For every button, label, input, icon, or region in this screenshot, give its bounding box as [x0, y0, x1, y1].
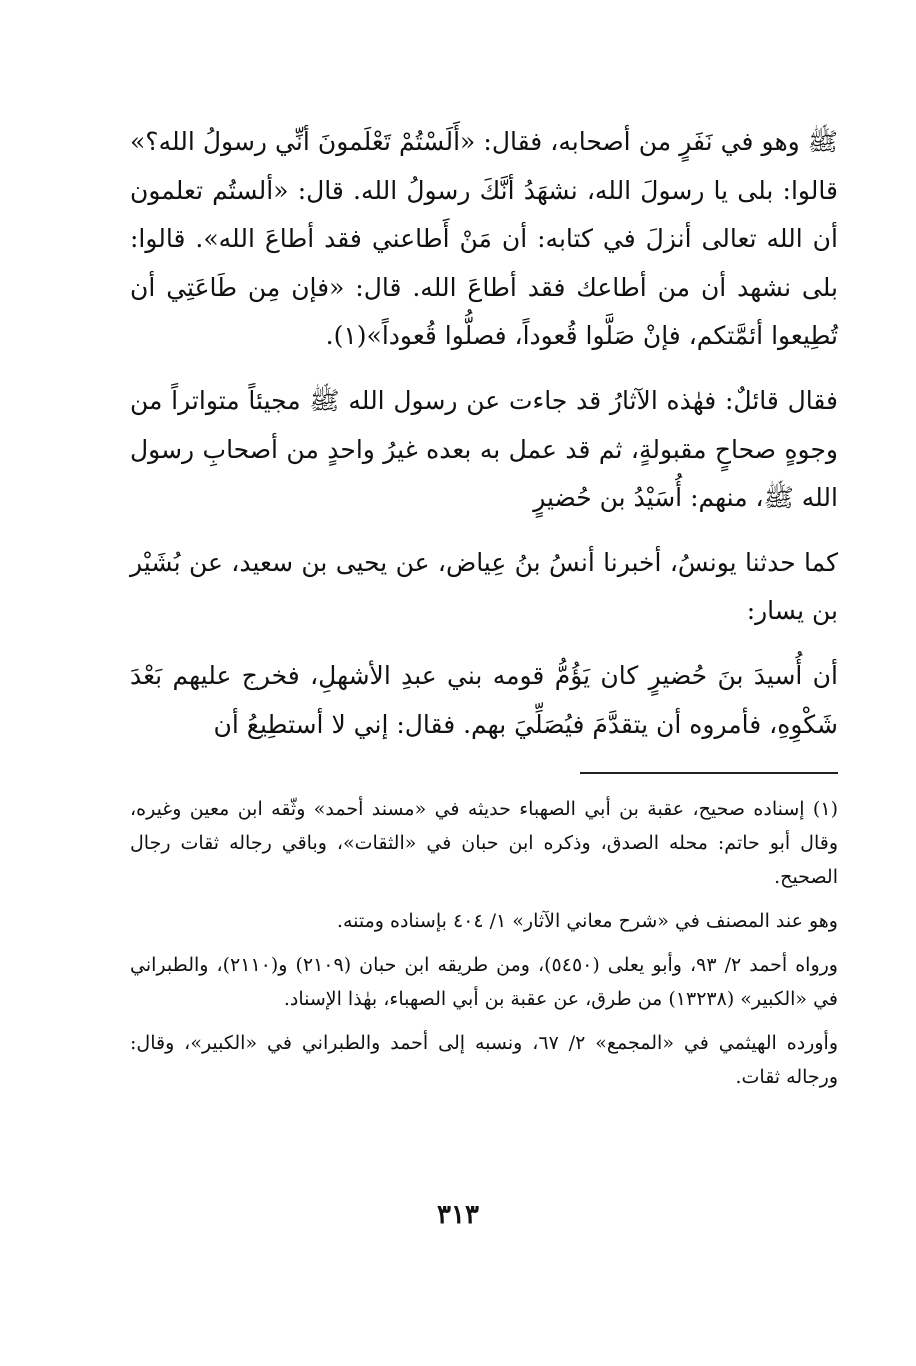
footnote-2: وهو عند المصنف في «شرح معاني الآثار» ١/ ٤٠٤ بإسناده ومتنه.: [336, 910, 838, 932]
page-number: ٣١٣: [437, 1200, 479, 1230]
footnote-4: وأورده الهيثمي في «المجمع» ٢/ ٦٧، ونسبه إلى أحمد والطبراني في «الكبير»، وقال: ورجاله ثقات.: [130, 1032, 838, 1088]
main-paragraph-3: كما حدثنا يونسُ، أخبرنا أنسُ بنُ عِياض، عن يحيى بن سعيد، عن بُشَيْر بن يسار:: [130, 547, 838, 626]
main-paragraph-1: ﷺ وهو في نَفَرٍ من أصحابه، فقال: «أَلَسْتُمْ تَعْلَمونَ أنِّي رسولُ الله؟» قالوا: بلى يا رسولَ الله، نشهَدُ أنَّكَ رسولُ الله. قال: «ألستُم تعلمون أن الله تعالى أنزلَ في كتابه: أن مَنْ أَطاعني فقد أطاعَ الله». قالوا: بلى نشهد أن من أطاعك فقد أطاعَ الله. قال: «فإن مِن طَاعَتِي أن تُطِيعوا أئمَّتكم، فإنْ صَلَّوا قُعوداً، فصلُّوا قُعوداً»(١).: [130, 127, 838, 351]
footnote-3: ورواه أحمد ٢/ ٩٣، وأبو يعلى (٥٤٥٠)، ومن طريقه ابن حبان (٢١٠٩) و(٢١١٠)، والطبراني في «الكبير» (١٣٢٣٨) من طرق، عن عقبة بن أبي الصهباء، بهٰذا الإسناد.: [130, 954, 838, 1010]
footnote-separator: [580, 772, 838, 774]
footnote-1: (١) إسناده صحيح، عقبة بن أبي الصهباء حديثه في «مسند أحمد» وثّقه ابن معين وغيره، وقال أبو حاتم: محله الصدق، وذكره ابن حبان في «الثقات»، وباقي رجاله ثقات رجال الصحيح.: [130, 798, 838, 888]
main-paragraph-4: أن أُسيدَ بنَ حُضيرٍ كان يَؤُمُّ قومه بني عبدِ الأشهلِ، فخرج عليهم بَعْدَ شَكْوِهِ، فأمروه أن يتقدَّمَ فيُصَلِّيَ بهم. فقال: إني لا أستطِيعُ أن: [130, 660, 838, 739]
footnotes: [130, 792, 838, 1104]
main-text: [130, 118, 838, 765]
main-paragraph-2: فقال قائلٌ: فهٰذه الآثارُ قد جاءت عن رسول الله ﷺ مجيئاً متواتراً من وجوهٍ صحاحٍ مقبولةٍ، ثم قد عمل به بعده غيرُ واحدٍ من أصحابِ رسول الله ﷺ، منهم: أُسَيْدُ بن حُضيرٍ: [130, 385, 838, 513]
